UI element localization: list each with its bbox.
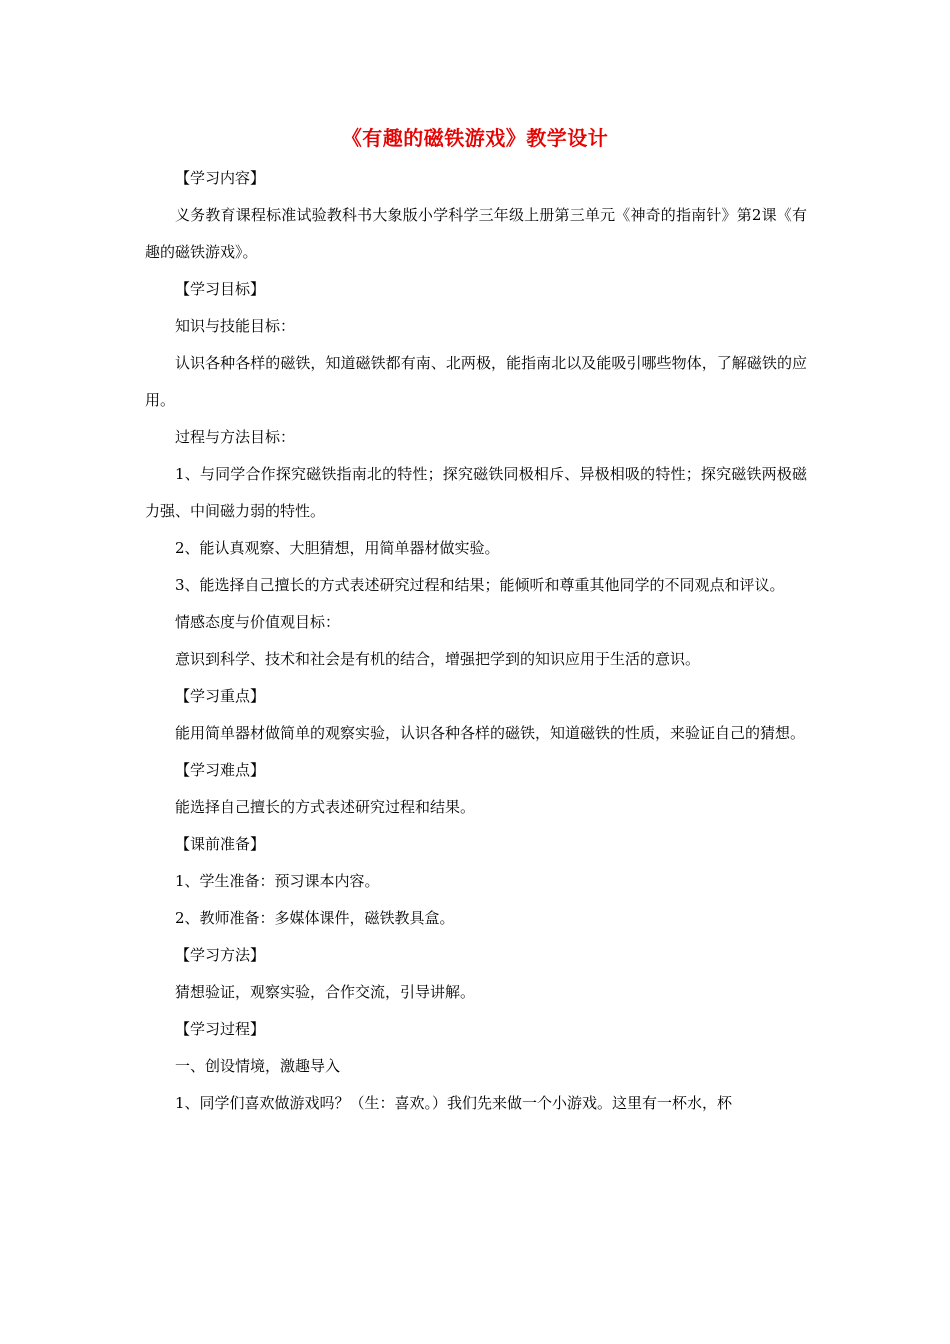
document-body — [145, 160, 807, 1122]
paragraph-process-goal-1: 1、与同学合作探究磁铁指南北的特性；探究磁铁同极相斥、异极相吸的特性；探究磁铁两极磁力强、中间磁力弱的特性。 — [145, 465, 807, 520]
subheading-process-goals: 过程与方法目标： — [175, 428, 296, 446]
paragraph-key-points: 能用简单器材做简单的观察实验，认识各种各样的磁铁，知道磁铁的性质，来验证自己的猜想。 — [175, 724, 806, 742]
section-heading-key-points: 【学习重点】 — [175, 687, 266, 705]
paragraph-content: 义务教育课程标准试验教科书大象版小学科学三年级上册第三单元《神奇的指南针》第2课《有趣的磁铁游戏》。 — [145, 206, 807, 261]
paragraph-student-preparation: 1、学生准备：预习课本内容。 — [175, 872, 380, 890]
subheading-attitude-goals: 情感态度与价值观目标： — [175, 613, 341, 631]
paragraph-step-one-1: 1、同学们喜欢做游戏吗？（生：喜欢。）我们先来做一个小游戏。这里有一杯水，杯 — [175, 1094, 733, 1112]
section-heading-goals: 【学习目标】 — [175, 280, 266, 298]
section-heading-difficulties: 【学习难点】 — [175, 761, 266, 779]
document-title: 《有趣的磁铁游戏》教学设计 — [341, 126, 609, 150]
paragraph-teacher-preparation: 2、教师准备：多媒体课件，磁铁教具盒。 — [175, 909, 455, 927]
paragraph-methods: 猜想验证，观察实验，合作交流，引导讲解。 — [175, 983, 476, 1001]
subheading-knowledge-goals: 知识与技能目标： — [175, 317, 296, 335]
subheading-step-one: 一、创设情境，激趣导入 — [175, 1057, 341, 1075]
paragraph-attitude-goals: 意识到科学、技术和社会是有机的结合，增强把学到的知识应用于生活的意识。 — [175, 650, 701, 668]
section-heading-methods: 【学习方法】 — [175, 946, 266, 964]
section-heading-process: 【学习过程】 — [175, 1020, 266, 1038]
paragraph-process-goal-2: 2、能认真观察、大胆猜想，用简单器材做实验。 — [175, 539, 500, 557]
section-heading-content: 【学习内容】 — [175, 169, 266, 187]
paragraph-process-goal-3: 3、能选择自己擅长的方式表述研究过程和结果；能倾听和尊重其他同学的不同观点和评议。 — [175, 576, 785, 594]
paragraph-difficulties: 能选择自己擅长的方式表述研究过程和结果。 — [175, 798, 476, 816]
paragraph-knowledge-goals: 认识各种各样的磁铁，知道磁铁都有南、北两极，能指南北以及能吸引哪些物体，了解磁铁的应用。 — [145, 354, 807, 409]
section-heading-preparation: 【课前准备】 — [175, 835, 266, 853]
